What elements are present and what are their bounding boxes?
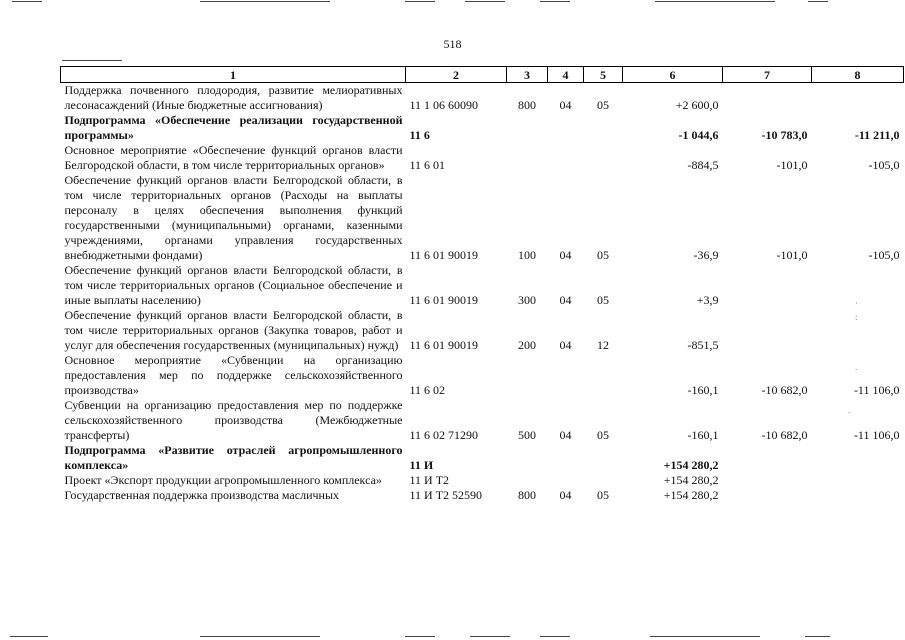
row-pr: 05 (597, 98, 609, 112)
column-header-1: 1 (61, 67, 406, 83)
row-code: 11 6 (409, 128, 430, 142)
row-pr: 05 (597, 428, 609, 442)
row-amount-8 (812, 488, 904, 503)
row-code: 11 6 01 (409, 158, 446, 172)
row-rz: 04 (559, 338, 572, 352)
row-vr (507, 353, 548, 398)
row-code: 11 6 01 90019 (409, 248, 479, 262)
row-rz: 04 (559, 293, 572, 307)
row-amount-8: -105,0 (868, 158, 900, 172)
table-row (61, 488, 904, 503)
row-amount-7 (723, 83, 812, 114)
row-rz (548, 473, 584, 488)
row-amount-7 (723, 473, 812, 488)
row-code: 11 И Т2 52590 (409, 488, 483, 502)
row-amount-6: -160,1 (687, 383, 719, 397)
scan-speck: : (855, 312, 858, 322)
row-pr (584, 473, 623, 488)
row-vr: 100 (518, 248, 536, 262)
scan-speck: . (848, 405, 851, 415)
scan-edge-top-5 (540, 1, 570, 2)
row-rz: 04 (559, 98, 572, 112)
row-amount-6: +154 280,2 (663, 473, 719, 487)
row-amount-6: +154 280,2 (663, 458, 719, 472)
table-row (61, 263, 904, 308)
scan-edge-bottom-5 (540, 636, 570, 637)
row-amount-8: -11 211,0 (854, 128, 900, 142)
row-amount-7 (723, 263, 812, 308)
scan-edge-bottom-3 (405, 636, 435, 637)
row-code: 11 И (409, 458, 434, 472)
scan-edge-bottom-1 (10, 636, 48, 637)
row-vr (507, 473, 548, 488)
row-amount-7 (723, 443, 812, 473)
row-vr (507, 113, 548, 143)
row-rz: 04 (559, 488, 572, 502)
row-pr (584, 113, 623, 143)
row-vr: 500 (518, 428, 536, 442)
row-amount-6: -1 044,6 (678, 128, 719, 142)
row-amount-7: -101,0 (776, 158, 808, 172)
row-description: Обеспечение функций органов власти Белгородской области, в том числе территориальных органов (Расходы на выплаты персоналу в целях обеспечения выполнения функций государственными (муниципальными) органами, казенными учреждениями, органами управления государственных внебюджетными фондами) (64, 173, 403, 262)
scan-edge-top-1 (12, 1, 42, 2)
row-description: Основное мероприятие «Субвенции на организацию предоставления мер по поддержке сельскохозяйственного производства» (64, 353, 403, 397)
column-header-4: 4 (548, 67, 584, 83)
row-vr: 300 (518, 293, 536, 307)
row-amount-7: -10 783,0 (761, 128, 808, 142)
row-amount-6: -160,1 (687, 428, 719, 442)
row-amount-6: +2 600,0 (675, 98, 719, 112)
row-rz (548, 143, 584, 173)
row-vr: 800 (518, 98, 536, 112)
row-amount-8 (812, 473, 904, 488)
row-code: 11 1 06 60090 (409, 98, 479, 112)
row-pr (584, 353, 623, 398)
row-pr: 12 (597, 338, 609, 352)
row-amount-8: -105,0 (868, 248, 900, 262)
row-rz (548, 443, 584, 473)
scan-speck: . (855, 362, 858, 372)
row-description: Подпрограмма «Обеспечение реализации государственной программы» (64, 113, 403, 142)
row-amount-6: +154 280,2 (663, 488, 719, 502)
scan-edge-top-3 (405, 1, 435, 2)
scan-edge-top-4 (465, 1, 505, 2)
row-rz: 04 (559, 248, 572, 262)
row-amount-8: -11 106,0 (853, 428, 900, 442)
row-description: Субвенции на организацию предоставления мер по поддержке сельскохозяйственного производства (Межбюджетные трансферты) (64, 398, 403, 442)
table-row (61, 443, 904, 473)
row-amount-6: -851,5 (687, 338, 719, 352)
table-row (61, 398, 904, 443)
scan-edge-top-7 (808, 1, 828, 2)
row-code: 11 6 01 90019 (409, 293, 479, 307)
row-amount-6: -36,9 (693, 248, 719, 262)
row-pr: 05 (597, 248, 609, 262)
row-rz: 04 (559, 428, 572, 442)
column-header-5: 5 (584, 67, 623, 83)
row-vr: 200 (518, 338, 536, 352)
row-amount-8 (812, 443, 904, 473)
row-rz (548, 113, 584, 143)
row-description: Обеспечение функций органов власти Белгородской области, в том числе территориальных органов (Закупка товаров, работ и услуг для обеспечения государственных (муниципальных) нужд) (64, 308, 403, 352)
scan-edge-top-2 (200, 1, 330, 2)
scan-edge-bottom-7 (805, 636, 830, 637)
row-amount-8: -11 106,0 (853, 383, 900, 397)
row-vr: 800 (518, 488, 536, 502)
row-amount-8 (812, 83, 904, 114)
row-rz (548, 353, 584, 398)
row-code: 11 6 02 71290 (409, 428, 479, 442)
row-amount-7: -101,0 (776, 248, 808, 262)
row-amount-7: -10 682,0 (761, 383, 808, 397)
budget-table (60, 66, 904, 503)
row-code: 11 6 01 90019 (409, 338, 479, 352)
table-row (61, 473, 904, 488)
header-top-stroke (62, 60, 122, 61)
table-row (61, 173, 904, 263)
row-vr (507, 443, 548, 473)
row-description: Подпрограмма «Развитие отраслей агропромышленного комплекса» (64, 443, 403, 472)
row-description: Проект «Экспорт продукции агропромышленного комплекса» (64, 473, 382, 487)
row-pr: 05 (597, 488, 609, 502)
column-header-6: 6 (623, 67, 723, 83)
scan-edge-bottom-6 (650, 636, 760, 637)
row-pr (584, 443, 623, 473)
row-code: 11 6 02 (409, 383, 446, 397)
row-pr: 05 (597, 293, 609, 307)
column-header-2: 2 (406, 67, 507, 83)
table-row (61, 143, 904, 173)
row-amount-6: -884,5 (687, 158, 719, 172)
column-header-7: 7 (723, 67, 812, 83)
page-number: 518 (443, 37, 462, 51)
row-description: Основное мероприятие «Обеспечение функций органов власти Белгородской области, в том числе территориальных органов» (64, 143, 403, 172)
row-description: Обеспечение функций органов власти Белгородской области, в том числе территориальных органов (Социальное обеспечение и иные выплаты населению) (64, 263, 403, 307)
table-row (61, 308, 904, 353)
row-pr (584, 143, 623, 173)
row-code: 11 И Т2 (409, 473, 450, 487)
column-header-8: 8 (812, 67, 904, 83)
header-row (61, 67, 904, 83)
row-vr (507, 143, 548, 173)
row-amount-7 (723, 488, 812, 503)
row-amount-6: +3,9 (696, 293, 719, 307)
row-amount-7: -10 682,0 (761, 428, 808, 442)
table-row (61, 353, 904, 398)
table-row (61, 83, 904, 114)
scan-edge-bottom-2 (200, 636, 320, 637)
scan-edge-top-6 (655, 1, 775, 2)
row-amount-7 (723, 308, 812, 353)
row-description: Государственная поддержка производства масличных (64, 488, 340, 502)
scan-speck: · (855, 298, 858, 308)
column-header-3: 3 (507, 67, 548, 83)
table-row (61, 113, 904, 143)
row-description: Поддержка почвенного плодородия, развитие мелиоративных лесонасаждений (Иные бюджетные ассигнования) (64, 83, 403, 112)
scan-edge-bottom-4 (470, 636, 510, 637)
